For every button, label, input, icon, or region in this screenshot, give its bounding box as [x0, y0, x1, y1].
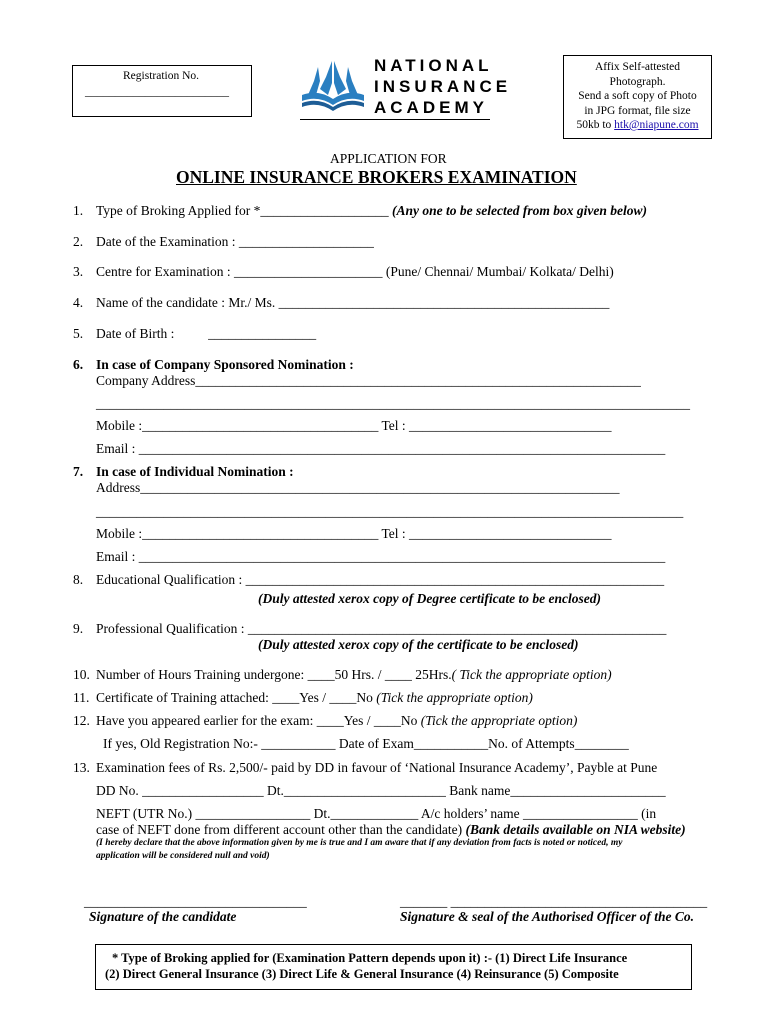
item-3-number: 3. — [73, 264, 84, 279]
broking-types-line-2: (2) Direct General Insurance (3) Direct Life & General Insurance (4) Reinsurance (5) Composite — [105, 967, 619, 981]
photo-line-3: Send a soft copy of Photo — [578, 90, 697, 102]
broking-types-line-1: * Type of Broking applied for (Examination Pattern depends upon it) :- (1) Direct Life Insurance — [112, 951, 628, 965]
registration-box — [72, 65, 252, 117]
item-9-professional-qualification[interactable]: Professional Qualification : ______________________________________________________________ — [96, 621, 667, 636]
item-13-exam-fees: Examination fees of Rs. 2,500/- paid by DD in favour of ‘National Insurance Academy’, Payble at Pune — [96, 760, 658, 775]
item-12-old-registration[interactable]: If yes, Old Registration No:- ___________ Date of Exam___________No. of Attempts________ — [103, 736, 629, 751]
photo-line-5: 50kb to htk@niapune.com — [576, 119, 699, 131]
page-title: ONLINE INSURANCE BROKERS EXAMINATION — [176, 167, 577, 187]
declaration-line-1: (I hereby declare that the above information given by me is true and I am aware that if any deviation from facts is noted or noticed, my — [96, 838, 623, 848]
item-12-number: 12. — [73, 713, 90, 728]
registration-field[interactable]: ________________________ — [85, 84, 229, 98]
logo-underline — [300, 119, 490, 120]
item-10-number: 10. — [73, 667, 90, 682]
registration-label: Registration No. — [123, 70, 200, 82]
logo-line-insurance: INSURANCE — [374, 77, 512, 96]
photo-line-1: Affix Self-attested — [594, 61, 681, 73]
item-6-company-address[interactable]: Company Address__________________________________________________________________ — [96, 373, 641, 388]
item-8-number: 8. — [73, 572, 84, 587]
item-5-number: 5. — [73, 326, 84, 341]
item-7-number: 7. — [73, 464, 84, 479]
item-3-exam-centre[interactable]: Centre for Examination : ______________________ (Pune/ Chennai/ Mumbai/ Kolkata/ Delhi) — [96, 264, 614, 279]
item-1-number: 1. — [73, 203, 84, 218]
item-7-email[interactable]: Email : ______________________________________________________________________________ — [96, 549, 666, 564]
logo-line-academy: ACADEMY — [374, 98, 488, 117]
item-4-number: 4. — [73, 295, 84, 310]
item-13-number: 13. — [73, 760, 90, 775]
item-13-neft-details[interactable]: NEFT (UTR No.) _________________ Dt._____________ A/c holders’ name _________________ (in — [96, 806, 657, 821]
item-13-dd-details[interactable]: DD No. __________________ Dt.________________________ Bank name_______________________ — [96, 783, 666, 798]
item-6-number: 6. — [73, 357, 84, 372]
item-4-candidate-name[interactable]: Name of the candidate : Mr./ Ms. _________________________________________________ — [96, 295, 610, 310]
item-7-mobile-tel[interactable]: Mobile :___________________________________ Tel : ______________________________ — [96, 526, 612, 541]
photo-line-4: in JPG format, file size — [584, 104, 691, 117]
item-7-address-line-2[interactable]: _______________________________________________________________________________________ — [96, 504, 684, 519]
item-1-broking-type[interactable]: Type of Broking Applied for *___________________ (Any one to be selected from box given below) — [96, 203, 647, 218]
item-7-address[interactable]: Address_______________________________________________________________________ — [96, 480, 620, 495]
candidate-signature-label: Signature of the candidate — [89, 909, 237, 924]
item-11-training-certificate[interactable]: Certificate of Training attached: ____Yes / ____No (Tick the appropriate option) — [96, 690, 533, 705]
photo-box[interactable] — [563, 55, 712, 139]
item-8-note: (Duly attested xerox copy of Degree certificate to be enclosed) — [258, 591, 602, 606]
item-6-mobile-tel[interactable]: Mobile :___________________________________ Tel : ______________________________ — [96, 418, 612, 433]
item-2-exam-date[interactable]: Date of the Examination : ____________________ — [96, 234, 374, 249]
item-12-appeared-earlier[interactable]: Have you appeared earlier for the exam: ____Yes / ____No (Tick the appropriate option) — [96, 713, 578, 728]
candidate-signature-line[interactable]: _________________________________ — [84, 894, 307, 909]
logo-line-national: NATIONAL — [374, 56, 493, 75]
officer-signature-label: Signature & seal of the Authorised Officer of the Co. — [400, 909, 695, 924]
item-2-number: 2. — [73, 234, 84, 249]
email-link[interactable]: htk@niapune.com — [614, 119, 699, 131]
item-11-number: 11. — [73, 690, 90, 705]
item-6-heading: In case of Company Sponsored Nomination : — [96, 357, 354, 372]
item-6-email[interactable]: Email : ______________________________________________________________________________ — [96, 441, 666, 456]
officer-signature-line[interactable]: _______ ______________________________________ — [400, 894, 708, 909]
declaration-line-2: application will be considered null and void) — [96, 851, 270, 861]
item-9-note: (Duly attested xerox copy of the certificate to be enclosed) — [258, 637, 579, 652]
nia-logo — [298, 55, 512, 121]
book-hands-icon — [298, 55, 368, 117]
item-7-heading: In case of Individual Nomination : — [96, 464, 294, 479]
photo-line-2: Photograph. — [609, 75, 666, 88]
broking-types-box — [95, 944, 692, 990]
item-13-neft-note: case of NEFT done from different account other than the candidate) (Bank details available on NIA website) — [96, 822, 686, 837]
item-6-address-line-2[interactable]: ________________________________________________________________________________________ — [96, 396, 690, 411]
item-8-educational-qualification[interactable]: Educational Qualification : ______________________________________________________________ — [96, 572, 665, 587]
item-10-training-hours[interactable]: Number of Hours Training undergone: ____50 Hrs. / ____ 25Hrs.( Tick the appropriate option) — [96, 667, 612, 682]
application-for: APPLICATION FOR — [330, 151, 447, 166]
item-5-date-of-birth[interactable]: Date of Birth : ________________ — [96, 326, 317, 341]
item-9-number: 9. — [73, 621, 84, 636]
